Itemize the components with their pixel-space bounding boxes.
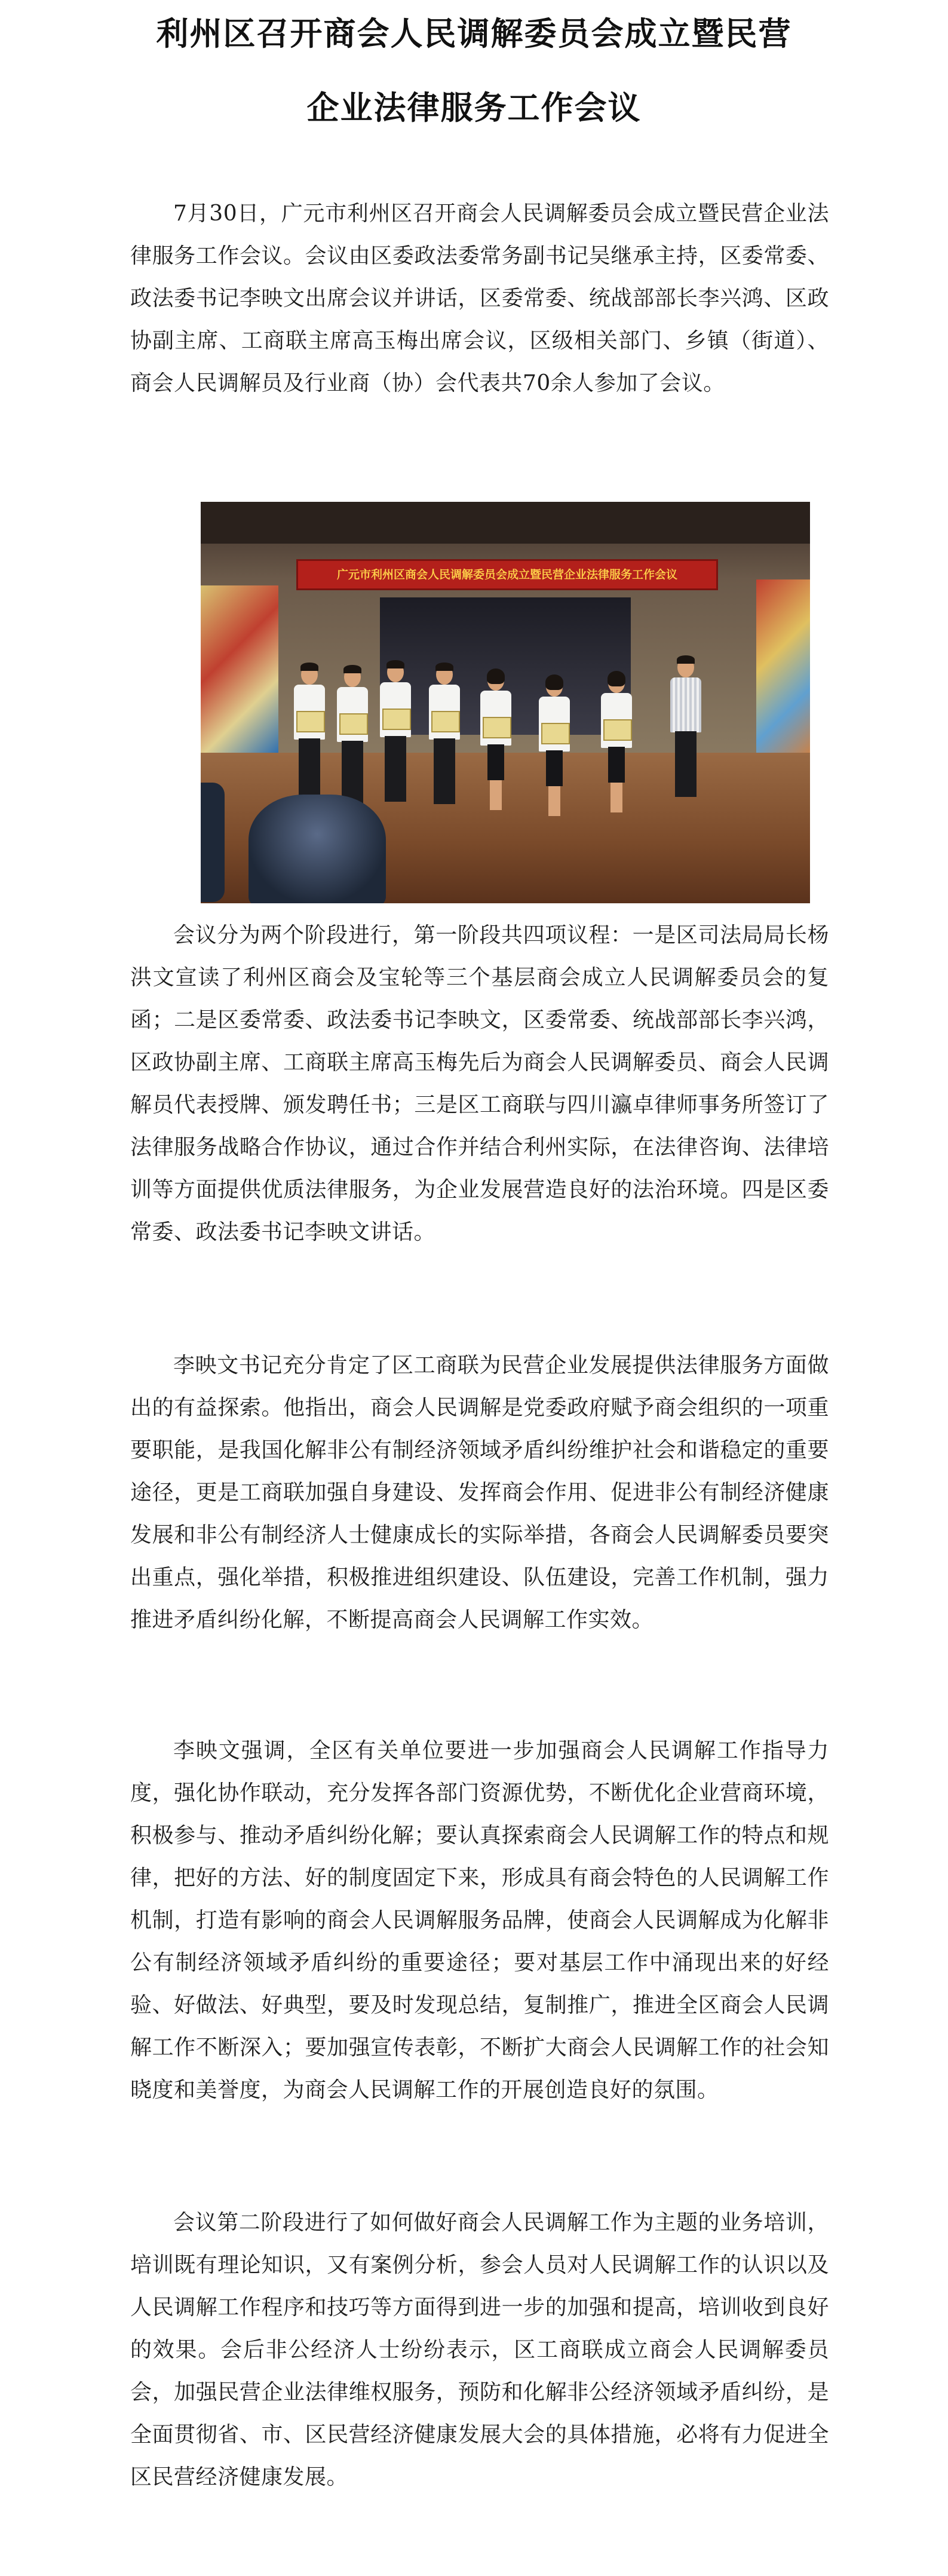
photo-banner: 广元市利州区商会人民调解委员会成立暨民营企业法律服务工作会议 (296, 559, 718, 590)
photo-person (535, 676, 573, 820)
photo-person (667, 657, 705, 801)
photo-chair (201, 783, 225, 902)
photo-person (477, 670, 515, 814)
paragraph-intro: 7月30日，广元市利州区召开商会人民调解委员会成立暨民营企业法律服务工作会议。会议由区委政法委常务副书记吴继承主持，区委常委、政法委书记李映文出席会议并讲话，区委常委、统战部部长李兴鸿、区政协副主席、工商联主席高玉梅出席会议，区级相关部门、乡镇（街道）、商会人民调解员及行业商（协）会代表共70余人参加了会议。 (130, 201, 829, 395)
article-title-line-1: 利州区召开商会人民调解委员会成立暨民营 (156, 14, 792, 53)
photo-person (376, 662, 415, 805)
article-title-line-2: 企业法律服务工作会议 (306, 88, 642, 127)
paragraph-training: 会议第二阶段进行了如何做好商会人民调解工作为主题的业务培训，培训既有理论知识，又有案例分析，参会人员对人民调解工作的认识以及人民调解工作程序和技巧等方面得到进一步的加强和提高，培训收到良好的效果。会后非公经济人士纷纷表示，区工商联成立商会人民调解委员会，加强民营企业法律维权服务，预防和化解非公经济领域矛盾纠纷，是全面贯彻省、市、区民营经济健康发展大会的具体措施，必将有力促进全区民营经济健康发展。 (130, 2210, 829, 2489)
photo-person (425, 664, 464, 808)
photo-chair (248, 795, 386, 903)
paragraph-emphasis: 李映文强调，全区有关单位要进一步加强商会人民调解工作指导力度，强化协作联动，充分发挥各部门资源优势，不断优化企业营商环境，积极参与、推动矛盾纠纷化解；要认真探索商会人民调解工作的特点和规律，把好的方法、好的制度固定下来，形成具有商会特色的人民调解工作机制，打造有影响的商会人民调解服务品牌，使商会人民调解成为化解非公有制经济领域矛盾纠纷的重要途径；要对基层工作中涌现出来的好经验、好做法、好典型，要及时发现总结，复制推广，推进全区商会人民调解工作不断深入；要加强宣传表彰，不断扩大商会人民调解工作的社会知晓度和美誉度，为商会人民调解工作的开展创造良好的氛围。 (130, 1738, 829, 2102)
paragraph-speech: 李映文书记充分肯定了区工商联为民营企业发展提供法律服务方面做出的有益探索。他指出，商会人民调解是党委政府赋予商会组织的一项重要职能，是我国化解非公有制经济领域矛盾纠纷维护社会和谐稳定的重要途径，更是工商联加强自身建设、发挥商会作用、促进非公有制经济健康发展和非公有制经济人士健康成长的实际举措，各商会人民调解委员要突出重点，强化举措，积极推进组织建设、队伍建设，完善工作机制，强力推进矛盾纠纷化解，不断提高商会人民调解工作实效。 (130, 1353, 829, 1632)
paragraph-agenda: 会议分为两个阶段进行，第一阶段共四项议程：一是区司法局局长杨洪文宣读了利州区商会及宝轮等三个基层商会成立人民调解委员会的复函；二是区委常委、政法委书记李映文，区委常委、统战部部长李兴鸿，区政协副主席、工商联主席高玉梅先后为商会人民调解委员、商会人民调解员代表授牌、颁发聘任书；三是区工商联与四川瀛卓律师事务所签订了法律服务战略合作协议，通过合作并结合利州实际，在法律咨询、法律培训等方面提供优质法律服务，为企业发展营造良好的法治环境。四是区委常委、政法委书记李映文讲话。 (130, 923, 829, 1244)
photo-ceiling (201, 502, 810, 544)
photo-person (333, 667, 372, 810)
photo-person (597, 673, 636, 816)
photo-person (290, 664, 329, 808)
meeting-photo (201, 502, 810, 903)
photo-poster-right (756, 579, 810, 759)
photo-poster-left (201, 585, 278, 753)
